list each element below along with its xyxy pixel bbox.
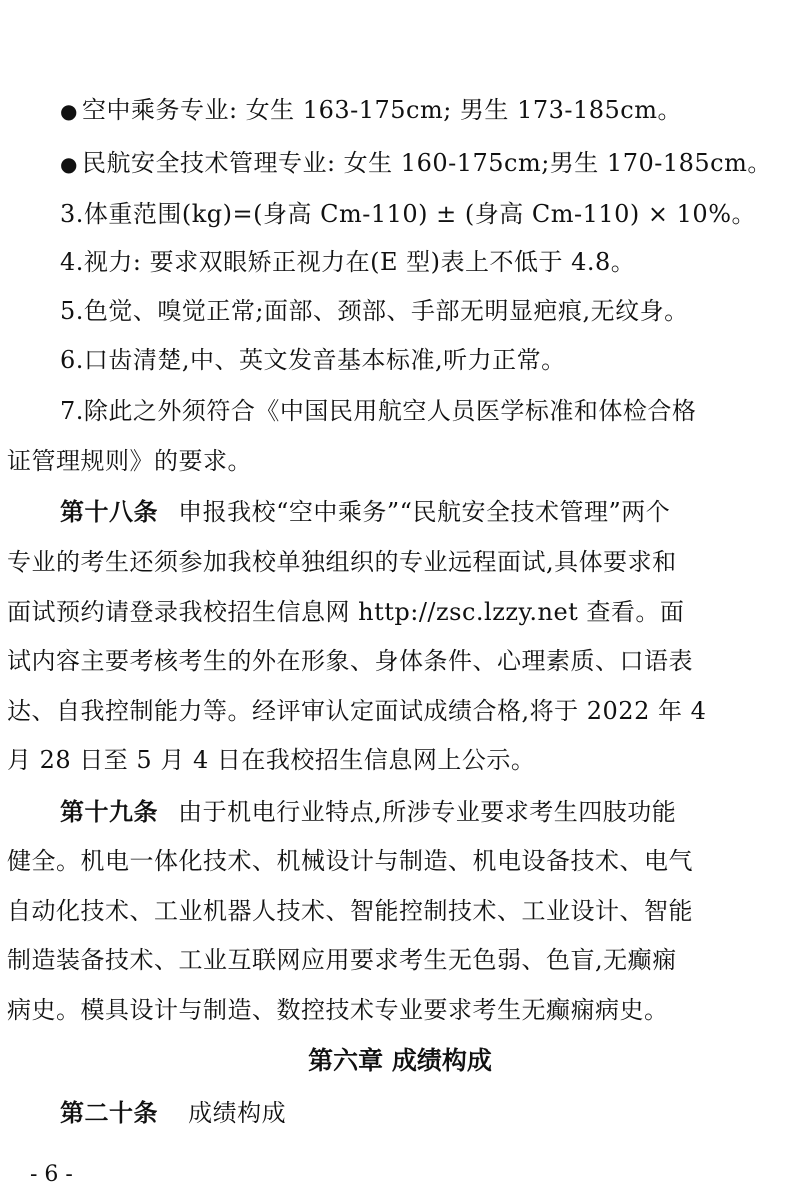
requirement-text: 空中乘务专业: 女生 163-175cm; 男生 173-185cm。	[81, 96, 682, 124]
article-19-heading: 第十九条	[60, 798, 158, 826]
article-19-text: 由于机电行业特点,所涉专业要求考生四肢功能	[178, 798, 677, 826]
article-19-line-2: 健全。机电一体化技术、机械设计与制造、机电设备技术、电气	[7, 847, 693, 875]
chapter-title: 第六章 成绩构成	[308, 1046, 492, 1075]
article-18-line-3: 面试预约请登录我校招生信息网 http://zsc.lzzy.net 查看。面	[7, 598, 685, 626]
article-19-line-1	[60, 795, 780, 829]
article-20-line	[60, 1096, 780, 1130]
requirement-6: 6.口齿清楚,中、英文发音基本标准,听力正常。	[60, 346, 566, 374]
article-19-line-5: 病史。模具设计与制造、数控技术专业要求考生无癫痫病史。	[7, 996, 669, 1024]
requirement-text: 民航安全技术管理专业: 女生 160-175cm;男生 170-185cm。	[81, 149, 772, 177]
article-20-text: 成绩构成	[188, 1099, 287, 1127]
requirement-3: 3.体重范围(kg)=(身高 Cm-110) ± (身高 Cm-110) × 10%。	[60, 200, 757, 228]
article-18-line-6: 月 28 日至 5 月 4 日在我校招生信息网上公示。	[7, 746, 536, 774]
article-18-line-5: 达、自我控制能力等。经评审认定面试成绩合格,将于 2022 年 4	[7, 697, 707, 725]
article-19-line-3: 自动化技术、工业机器人技术、智能控制技术、工业设计、智能	[7, 897, 693, 925]
article-18-line-1	[60, 495, 780, 529]
article-18-line-2: 专业的考生还须参加我校单独组织的专业远程面试,具体要求和	[7, 548, 677, 576]
requirement-7-cont: 证管理规则》的要求。	[7, 447, 252, 475]
page-number: - 6 -	[30, 1162, 73, 1187]
article-18-line-4: 试内容主要考核考生的外在形象、身体条件、心理素质、口语表	[7, 647, 693, 675]
article-19-line-4: 制造装备技术、工业互联网应用要求考生无色弱、色盲,无癫痫	[7, 946, 677, 974]
article-18-text: 申报我校“空中乘务”“民航安全技术管理”两个	[178, 498, 671, 526]
article-18-heading: 第十八条	[60, 498, 158, 526]
requirement-bullet-2	[60, 146, 780, 181]
article-20-heading: 第二十条	[60, 1099, 158, 1127]
requirement-bullet-1	[60, 93, 780, 128]
requirement-4: 4.视力: 要求双眼矫正视力在(E 型)表上不低于 4.8。	[60, 248, 636, 276]
requirement-5: 5.色觉、嗅觉正常;面部、颈部、手部无明显疤痕,无纹身。	[60, 297, 689, 325]
requirement-7: 7.除此之外须符合《中国民用航空人员医学标准和体检合格	[60, 397, 697, 425]
